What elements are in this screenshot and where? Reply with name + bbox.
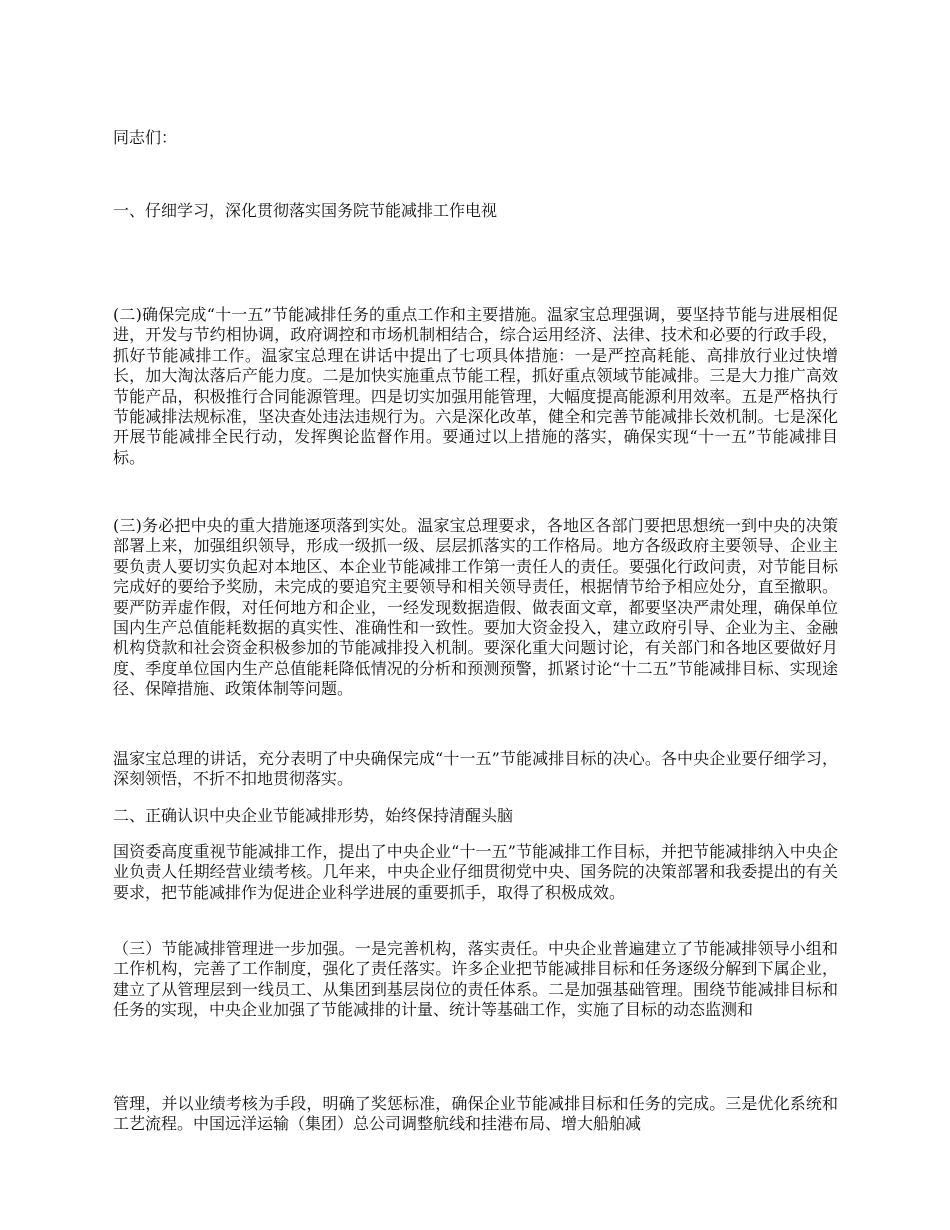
paragraph-5: 国资委高度重视节能减排工作，提出了中央企业“十一五”节能减排工作目标，并把节能减排纳入中央企业负责人任期经营业绩考核。几年来，中央企业仔细贯彻党中央、国务院的决策部署和我委提出的有关要求，把节能减排作为促进企业科学进展的重要抓手，取得了积极成效。 <box>113 842 838 902</box>
paragraph-7: 管理，并以业绩考核为手段，明确了奖惩标准，确保企业节能减排目标和任务的完成。三是优化系统和工艺流程。中国远洋运输（集团）总公司调整航线和挂港布局、增大船舶减 <box>113 1094 838 1134</box>
section-heading-2: 二、正确认识中央企业节能减排形势，始终保持清醒头脑 <box>113 806 514 825</box>
paragraph-2: (二)确保完成“十一五”节能减排任务的重点工作和主要措施。温家宝总理强调，要坚持节能与进展相促进，开发与节约相协调，政府调控和市场机制相结合，综合运用经济、法律、技术和必要的行政手段，抓好节能减排工作。温家宝总理在讲话中提出了七项具体措施：一是严控高耗能、高排放行业过快增长，加大淘汰落后产能力度。二是加快实施重点节能工程，抓好重点领域节能减排。三是大力推广高效节能产品，积极推行合同能源管理。四是切实加强用能管理，大幅度提高能源利用效率。五是严格执行节能减排法规标准，坚决查处违法违规行为。六是深化改革，健全和完善节能减排长效机制。七是深化开展节能减排全民行动，发挥舆论监督作用。要通过以上措施的落实，确保实现“十一五”节能减排目标。 <box>113 305 838 467</box>
salutation: 同志们： <box>113 128 178 147</box>
paragraph-6: （三）节能减排管理进一步加强。一是完善机构，落实责任。中央企业普遍建立了节能减排领导小组和工作机构，完善了工作制度，强化了责任落实。许多企业把节能减排目标和任务逐级分解到下属企业，建立了从管理层到一线员工、从集团到基层岗位的责任体系。二是加强基础管理。围绕节能减排目标和任务的实现，中央企业加强了节能减排的计量、统计等基础工作，实施了目标的动态监测和 <box>113 939 838 1020</box>
section-heading-1: 一、仔细学习，深化贯彻落实国务院节能减排工作电视 <box>113 201 498 220</box>
paragraph-3: (三)务必把中央的重大措施逐项落到实处。温家宝总理要求，各地区各部门要把思想统一到中央的决策部署上来，加强组织领导，形成一级抓一级、层层抓落实的工作格局。地方各级政府主要领导、企业主要负责人要切实负起对本地区、本企业节能减排工作第一责任人的责任。要强化行政问责，对节能目标完成好的要给予奖励，未完成的要追究主要领导和相关领导责任，根据情节给予相应处分，直至撤职。要严防弄虚作假，对任何地方和企业，一经发现数据造假、做表面文章，都要坚决严肃处理，确保单位国内生产总值能耗数据的真实性、准确性和一致性。要加大资金投入，建立政府引导、企业为主、金融机构贷款和社会资金积极参加的节能减排投入机制。要深化重大问题讨论，有关部门和各地区要做好月度、季度单位国内生产总值能耗降低情况的分析和预测预警，抓紧讨论“十二五”节能减排目标、实现途径、保障措施、政策体制等问题。 <box>113 516 838 699</box>
paragraph-4: 温家宝总理的讲话，充分表明了中央确保完成“十一五”节能减排目标的决心。各中央企业要仔细学习，深刻领悟，不折不扣地贯彻落实。 <box>113 749 838 789</box>
